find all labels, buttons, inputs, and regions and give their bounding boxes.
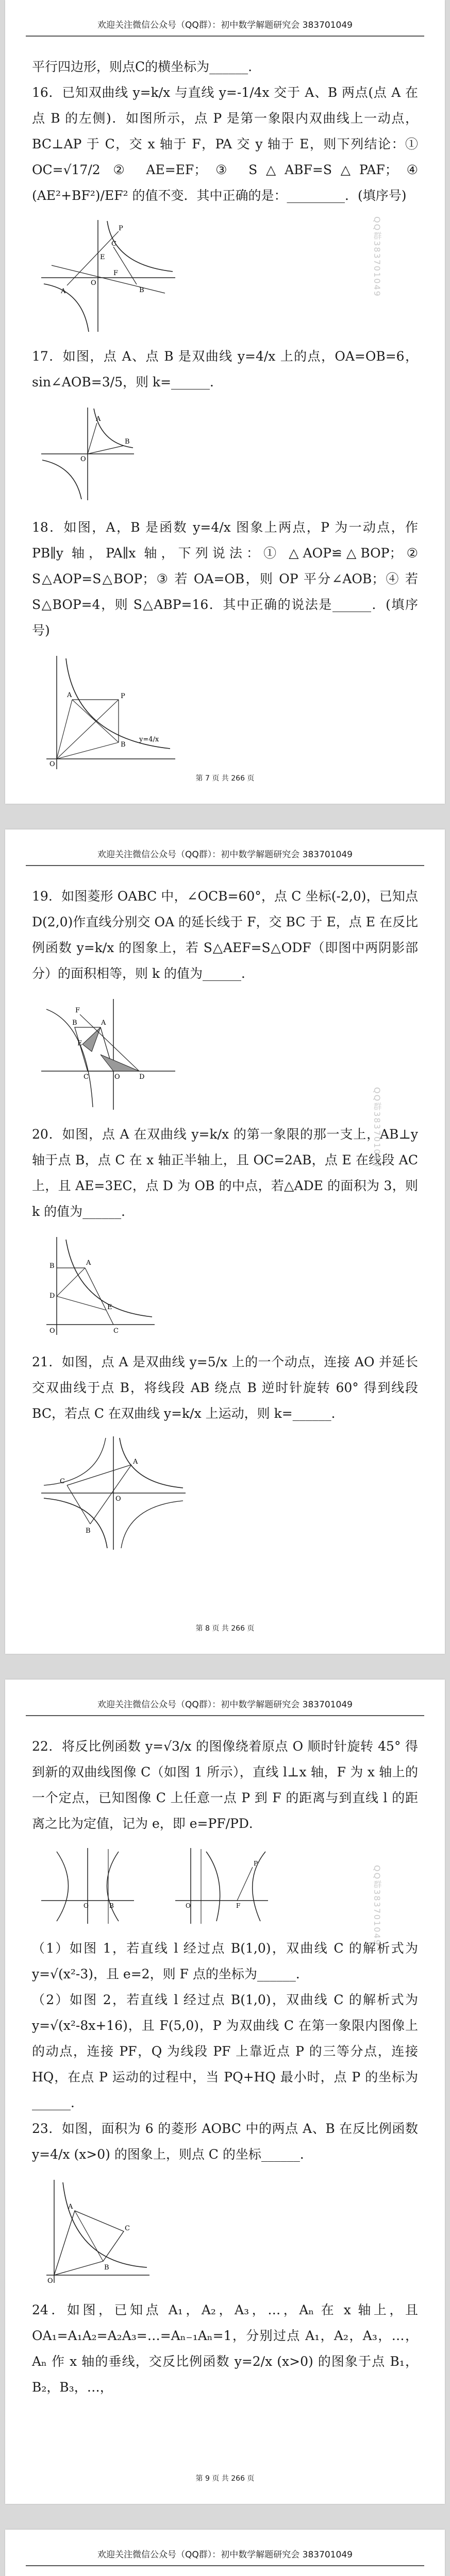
- figure-q22: [36, 1844, 445, 1926]
- svg-text:O: O: [49, 760, 55, 768]
- page-2: [5, 829, 445, 1654]
- watermark: QQ群383701049: [372, 1865, 382, 1946]
- svg-text:B: B: [109, 1902, 114, 1909]
- svg-text:C: C: [113, 1327, 119, 1335]
- svg-text:O: O: [114, 1073, 120, 1081]
- svg-text:B: B: [49, 1262, 55, 1270]
- figure-q19: [36, 994, 445, 1112]
- svg-text:A: A: [86, 1259, 91, 1267]
- svg-text:B: B: [125, 438, 130, 446]
- page-1: [5, 0, 445, 804]
- svg-text:C: C: [111, 240, 116, 248]
- svg-text:A: A: [133, 1458, 138, 1466]
- svg-text:O: O: [186, 1902, 191, 1909]
- svg-text:A: A: [101, 1019, 106, 1027]
- page-header: 欢迎关注微信公众号（QQ群）：初中数学解题研究会 383701049: [26, 829, 424, 866]
- figure-q21: [36, 1434, 445, 1552]
- question-20: 20．如图，点 A 在双曲线 y=k/x 的第一象限的那一支上，AB⊥y 轴于点 B，点 C 在 x 轴正半轴上，且 OC=2AB，点 E 在线段 AC 上，且 AE=3EC，点 D 为 OB 的中点，若△ADE 的面积为 3，则 k 的值为______．: [32, 1127, 418, 1219]
- svg-text:O: O: [80, 455, 86, 463]
- page-header: 欢迎关注微信公众号（QQ群）：初中数学解题研究会 383701049: [26, 1680, 424, 1716]
- figure-q20: [36, 1232, 445, 1340]
- watermark: QQ群383701049: [372, 1087, 382, 1168]
- svg-text:C: C: [84, 1073, 89, 1081]
- svg-text:O: O: [115, 1495, 121, 1503]
- svg-text:D: D: [49, 1292, 55, 1300]
- question-15-tail: 平行四边形，则点C的横坐标为______.: [32, 59, 253, 74]
- svg-text:B: B: [72, 1019, 77, 1027]
- svg-text:B: B: [139, 286, 144, 294]
- figure-q22-1: [36, 1844, 139, 1926]
- svg-text:C: C: [125, 2225, 130, 2232]
- svg-text:B: B: [104, 2264, 109, 2272]
- question-22-part-1: （1）如图 1，若直线 l 经过点 B(1,0)，双曲线 C 的解析式为 y=√(x²-3)，且 e=2，则 F 点的坐标为______．: [32, 1941, 418, 1981]
- page-footer: 第 9 页 共 266 页: [195, 2475, 255, 2483]
- question-22: 22．将反比例函数 y=√3/x 的图像绕着原点 O 顺时针旋转 45° 得到新的双曲线图像 C（如图 1 所示），直线 l⊥x 轴，F 为 x 轴上的一个定点，已知图像 C 上任意一点 P 到 F 的距离与到直线 l 的距离之比为定值，记为 e，即 e=PF/PD．: [32, 1739, 418, 1831]
- svg-text:O: O: [49, 1327, 55, 1335]
- svg-text:O: O: [91, 279, 96, 287]
- question-18: 18．如图，A，B 是函数 y=4/x 图象上两点，P 为一动点，作 PB∥y 轴，PA∥x 轴，下列说法：① △AOP≌△BOP；② S△AOP=S△BOP；③ 若 OA=OB，则 OP 平分∠AOB；④ 若 S△BOP=4，则 S△ABP=16．其中正确的说法是______．(填序号): [32, 520, 418, 638]
- svg-text:A: A: [61, 287, 66, 295]
- figure-q23: [36, 2175, 445, 2288]
- svg-text:A: A: [68, 2203, 73, 2211]
- question-19: 19．如图菱形 OABC 中，∠OCB=60°，点 C 坐标(-2,0)，已知点 D(2,0)作直线分别交 OA 的延长线于 F，交 BC 于 E，点 E 在反比例函数 y=k/x 的图象上，若 S△AEF=S△ODF（即图中两阴影部分）的面积相等，则 k 的值为______．: [32, 889, 418, 981]
- svg-text:F: F: [236, 1902, 241, 1909]
- page-footer: 第 8 页 共 266 页: [195, 1624, 255, 1633]
- svg-text:E: E: [100, 253, 105, 261]
- question-22-part-2: （2）如图 2，若直线 l 经过点 B(1,0)，双曲线 C 的解析式为 y=√(x²-8x+16)，且 F(5,0)，P 为双曲线 C 在第一象限内图像上的动点，连接 PF，Q 为线段 PF 上靠近点 P 的三等分点，连接 HQ，在点 P 运动的过程中，当 PQ+HQ 最小时，点 P 的坐标为______．: [32, 1992, 418, 2110]
- svg-text:A: A: [96, 415, 101, 423]
- svg-text:F: F: [113, 269, 119, 277]
- svg-text:E: E: [107, 1303, 112, 1311]
- question-23: 23．如图，面积为 6 的菱形 AOBC 中的两点 A、B 在反比例函数 y=4/x (x>0) 的图象上，则点 C 的坐标______．: [32, 2121, 418, 2162]
- svg-text:B: B: [86, 1527, 91, 1535]
- question-16: 16．已知双曲线 y=k/x 与直线 y=-1/4x 交于 A、B 两点(点 A 在点 B 的左侧)．如图所示，点 P 是第一象限内双曲线上一动点，BC⊥AP 于 C，交 x 轴于 F，PA 交 y 轴于 E，则下列结论：① OC=√17/2 ② AE=EF；③ S△ABF=S△PAF；④ (AE²+BF²)/EF² 的值不变．其中正确的是：_________．(填序号): [32, 85, 418, 203]
- svg-text:O: O: [84, 1902, 89, 1909]
- svg-text:C: C: [60, 1478, 65, 1485]
- question-24: 24．如图，已知点 A₁，A₂，A₃，…，Aₙ 在 x 轴上，且 OA₁=A₁A₂=A₂A₃=…=Aₙ₋₁Aₙ=1，分别过点 A₁，A₂，A₃，…，Aₙ 作 x 轴的垂线，交反比例函数 y=2/x (x>0) 的图象于点 B₁，B₂，B₃，…，: [32, 2302, 418, 2395]
- svg-text:E: E: [77, 1040, 82, 1047]
- svg-text:P: P: [121, 692, 125, 700]
- figure-q17: [36, 402, 445, 505]
- page-footer: 第 7 页 共 266 页: [195, 774, 255, 783]
- page-header: 欢迎关注微信公众号（QQ群）：初中数学解题研究会 383701049: [26, 2530, 424, 2566]
- svg-text:y=4/x: y=4/x: [139, 736, 159, 743]
- svg-text:F: F: [75, 1007, 80, 1014]
- svg-text:B: B: [121, 741, 126, 749]
- page-4: [5, 2530, 445, 2576]
- svg-text:A: A: [67, 691, 72, 699]
- figure-q18: [36, 651, 445, 774]
- page-header: 欢迎关注微信公众号（QQ群）：初中数学解题研究会 383701049: [26, 0, 424, 37]
- svg-text:P: P: [254, 1860, 258, 1867]
- svg-text:O: O: [47, 2277, 53, 2285]
- figure-q16: [36, 216, 445, 334]
- question-17: 17．如图，点 A、点 B 是双曲线 y=4/x 上的点，OA=OB=6，sin∠AOB=3/5，则 k=______．: [32, 349, 418, 389]
- page-3: [5, 1680, 445, 2504]
- figure-q22-2: [170, 1844, 273, 1926]
- watermark: QQ群383701049: [372, 216, 382, 297]
- svg-text:D: D: [139, 1073, 145, 1081]
- svg-text:P: P: [119, 225, 123, 232]
- question-21: 21．如图，点 A 是双曲线 y=5/x 上的一个动点，连接 AO 并延长交双曲线于点 B，将线段 AB 绕点 B 逆时针旋转 60° 得到线段 BC，若点 C 在双曲线 y=k/x 上运动，则 k=______．: [32, 1354, 418, 1421]
